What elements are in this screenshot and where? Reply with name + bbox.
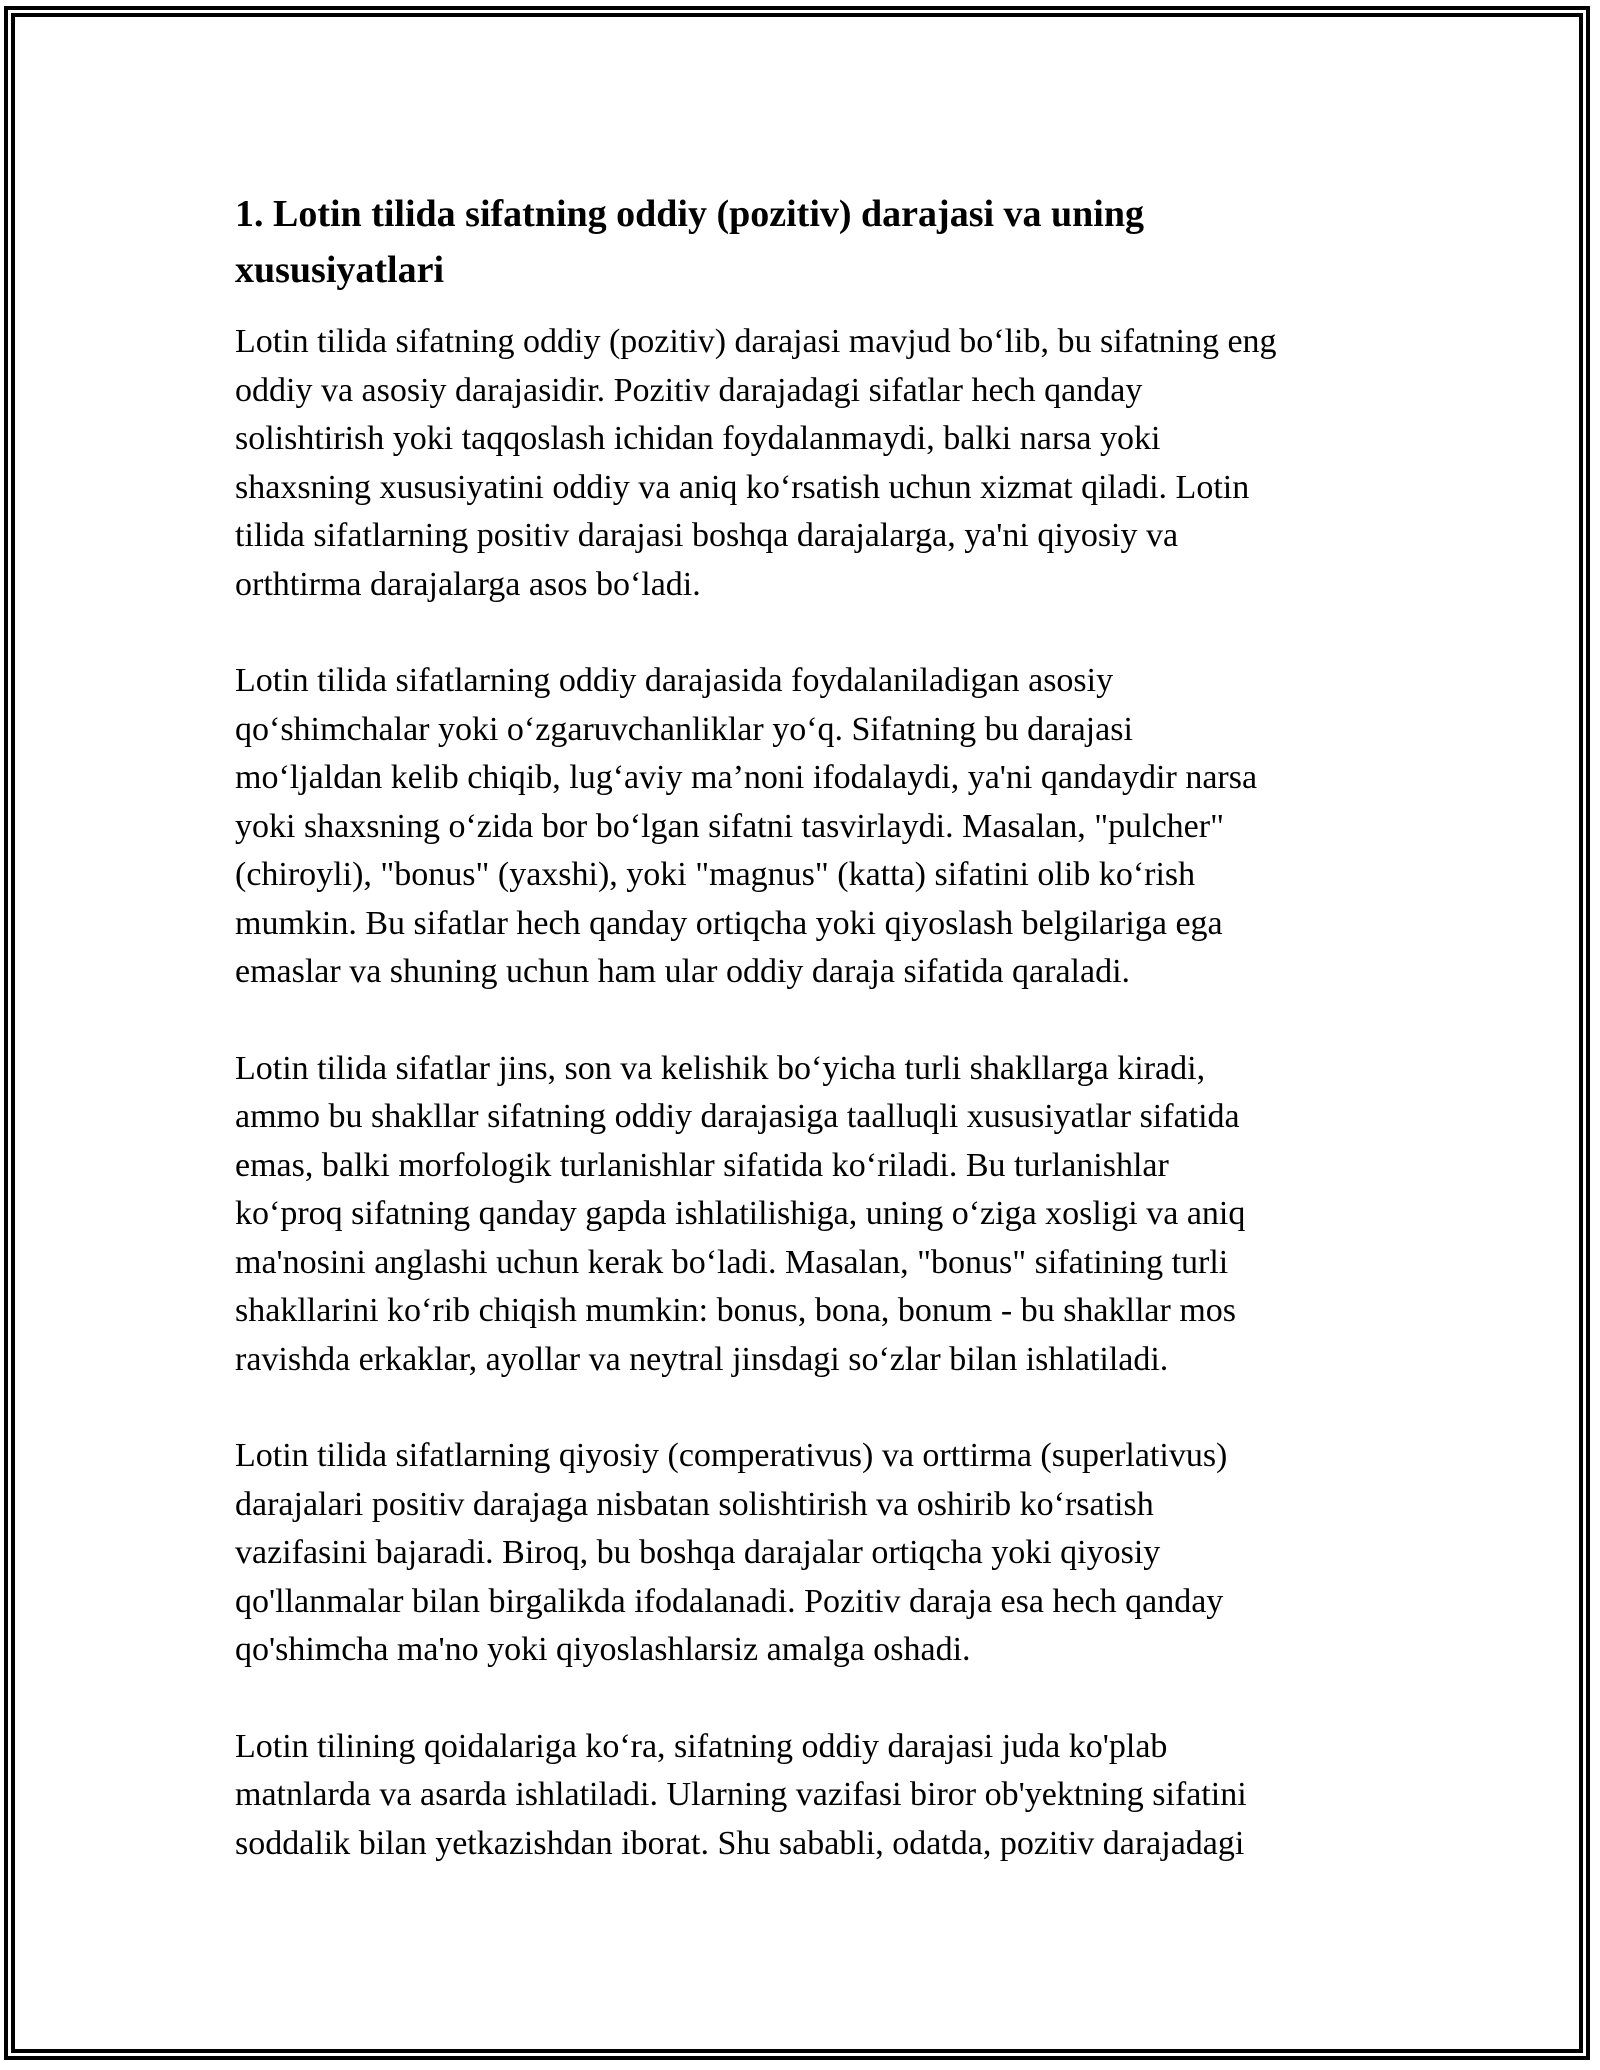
paragraph-usage-in-texts: Lotin tilining qoidalariga ko‘ra, sifatning oddiy darajasi juda ko'plab matnlarda va asarda ishlatiladi. Ularning vazifasi biror ob'yektning sifatini soddalik bilan yetkazishdan iborat. Shu sababli, odatda, pozitiv darajadagi bbox=[235, 1727, 1247, 1862]
paragraph-gender-number-case: Lotin tilida sifatlar jins, son va kelishik bo‘yicha turli shakllarga kiradi, ammo bu shakllar sifatning oddiy darajasiga taalluqli xususiyatlar sifatida emas, balki morfologik turlanishlar sifatida ko‘riladi. Bu turlanishlar ko‘proq sifatning qanday gapda ishlatilishiga, uning o‘ziga xosligi va aniq ma'nosini anglashi uchun kerak bo‘ladi. Masalan, "bonus" sifatining turli shakllarini ko‘rib chiqish mumkin: bonus, bona, bonum - bu shakllar mos ravishda erkaklar, ayollar va neytral jinsdagi so‘zlar bilan ishlatiladi. bbox=[235, 1049, 1246, 1378]
paragraph-positive-degree-intro: Lotin tilida sifatning oddiy (pozitiv) darajasi mavjud bo‘lib, bu sifatning eng oddiy va asosiy darajasidir. Pozitiv darajadagi sifatlar hech qanday solishtirish yoki taqqoslash ichidan foydalanmaydi, balki narsa yoki shaxsning xususiyatini oddiy va aniq ko‘rsatish uchun xizmat qiladi. Lotin tilida sifatlarning positiv darajasi boshqa darajalarga, ya'ni qiyosiy va orthtirma darajalarga asos bo‘ladi. bbox=[235, 323, 1277, 603]
document-body bbox=[235, 186, 1375, 1916]
section-heading: 1. Lotin tilida sifatning oddiy (pozitiv) darajasi va uning xususiyatlari bbox=[235, 193, 1144, 291]
paragraph-comparative-superlative: Lotin tilida sifatlarning qiyosiy (comperativus) va orttirma (superlativus) darajalari positiv darajaga nisbatan solishtirish va oshirib ko‘rsatish vazifasini bajaradi. Biroq, bu boshqa darajalar ortiqcha yoki qiyosiy qo'llanmalar bilan birgalikda ifodalanadi. Pozitiv daraja esa hech qanday qo'shimcha ma'no yoki qiyoslashlarsiz amalga oshadi. bbox=[235, 1437, 1228, 1668]
paragraph-positive-degree-examples: Lotin tilida sifatlarning oddiy darajasida foydalaniladigan asosiy qo‘shimchalar yoki o‘zgaruvchanliklar yo‘q. Sifatning bu darajasi mo‘ljaldan kelib chiqib, lug‘aviy ma’noni ifodalaydi, ya'ni qandaydir narsa yoki shaxsning o‘zida bor bo‘lgan sifatni tasvirlaydi. Masalan, "pulcher" (chiroyli), "bonus" (yaxshi), yoki "magnus" (katta) sifatini olib ko‘rish mumkin. Bu sifatlar hech qanday ortiqcha yoki qiyoslash belgilariga ega emaslar va shuning uchun ham ular oddiy daraja sifatida qaraladi. bbox=[235, 662, 1258, 990]
